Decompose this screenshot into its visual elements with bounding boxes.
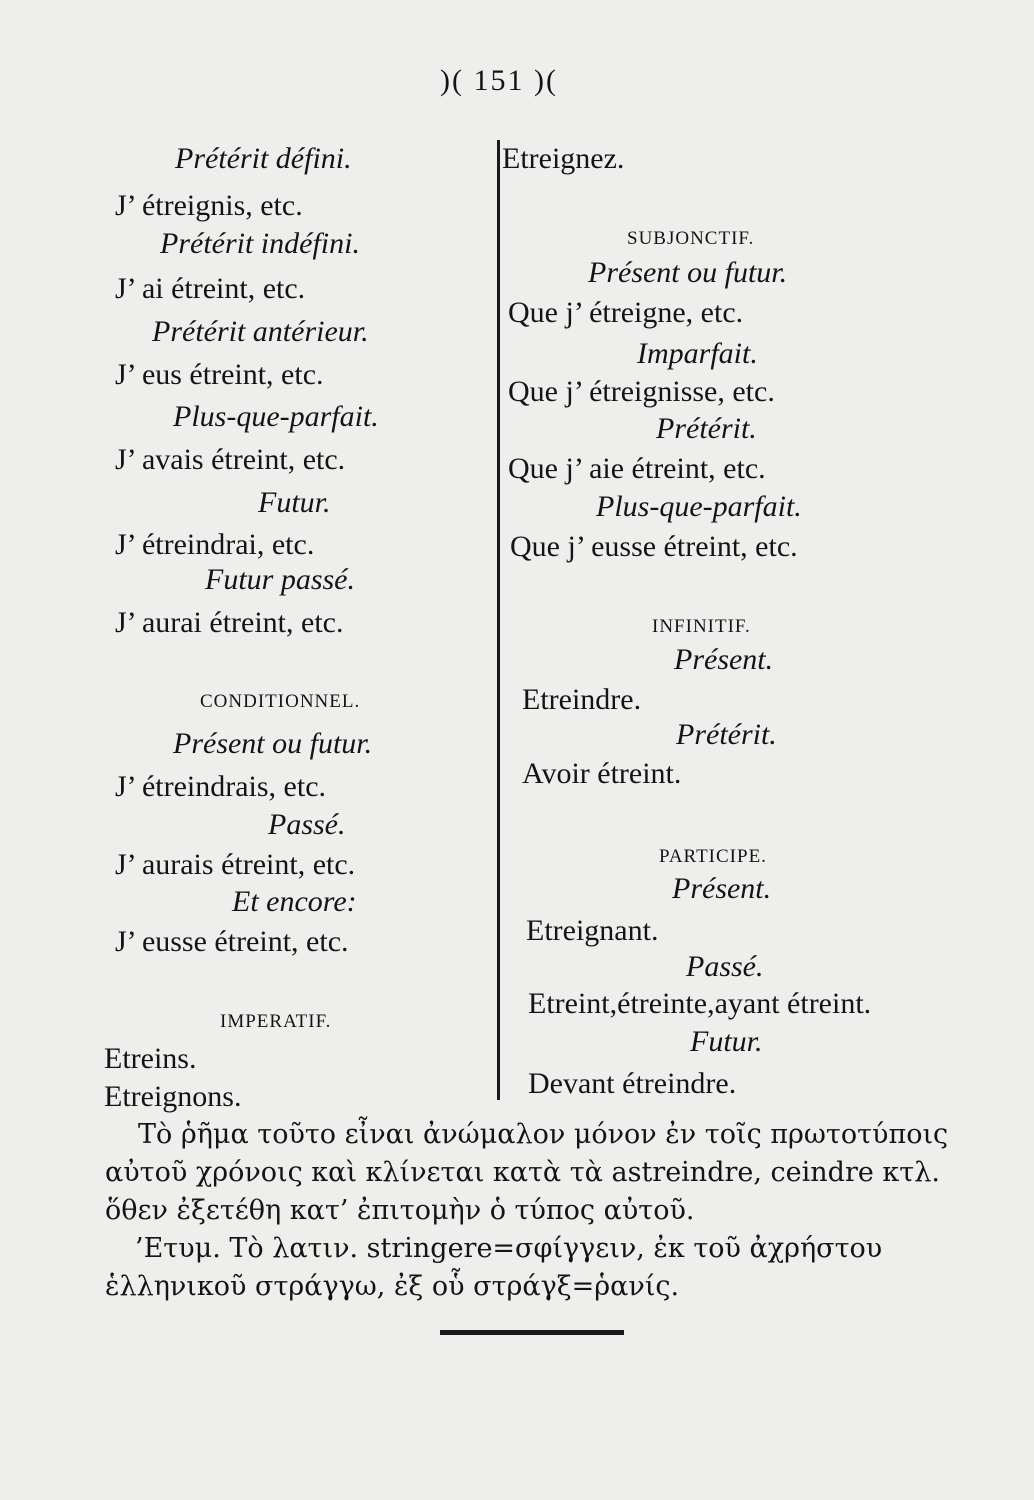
form-imparfait: Que j’ étreignisse, etc. (508, 375, 775, 408)
heading-preterit-anterieur: Prétérit antérieur. (152, 315, 369, 348)
heading-preterit-indefini: Prétérit indéfini. (160, 227, 360, 260)
heading-futur-passe: Futur passé. (205, 563, 355, 596)
heading-subj-present: Présent ou futur. (588, 256, 788, 289)
heading-et-encore: Et encore: (232, 885, 357, 918)
form-preterit-indefini: J’ ai étreint, etc. (115, 272, 306, 305)
heading-cond-present: Présent ou futur. (173, 727, 373, 760)
form-plus-que-parfait: J’ avais étreint, etc. (115, 443, 346, 476)
form-imperatif-1: Etreins. (104, 1042, 197, 1075)
note-line-1: Τὸ ῥῆμα τοῦτο εἶναι ἀνώμαλον μόνον ἐν τοῖς πρωτοτύποις (138, 1119, 949, 1150)
form-futur-passe: J’ aurai étreint, etc. (115, 606, 344, 639)
heading-futur: Futur. (258, 486, 331, 519)
note-line-2: αὐτοῦ χρόνοις καὶ κλίνεται κατὰ τὰ astreindre, ceindre κτλ. (105, 1157, 940, 1188)
heading-subj-pqp: Plus-que-parfait. (596, 490, 802, 523)
note-line-4: ’Ετυμ. Τὸ λατιν. stringere=σφίγγειν, ἐκ τοῦ ἀχρήστου (135, 1233, 883, 1264)
section-infinitif: INFINITIF. (652, 616, 751, 637)
heading-inf-preterit: Prétérit. (676, 718, 777, 751)
section-subjonctif: SUBJONCTIF. (627, 228, 755, 249)
section-participe: PARTICIPE. (659, 846, 767, 867)
form-imperatif-2: Etreignons. (104, 1080, 242, 1113)
form-subj-present: Que j’ étreigne, etc. (508, 296, 744, 329)
note-line-5: ἑλληνικοῦ στράγγω, ἐξ οὗ στράγξ=ῥανίς. (105, 1271, 680, 1302)
heading-inf-present: Présent. (674, 643, 774, 676)
section-imperatif: IMPERATIF. (220, 1011, 332, 1032)
form-part-futur: Devant étreindre. (528, 1067, 737, 1100)
form-inf-preterit: Avoir étreint. (522, 757, 682, 790)
form-part-present: Etreignant. (526, 914, 659, 947)
column-divider (497, 140, 500, 1100)
form-cond-passe: J’ aurais étreint, etc. (115, 848, 356, 881)
form-et-encore: J’ eusse étreint, etc. (115, 925, 349, 958)
heading-imparfait: Imparfait. (637, 337, 758, 370)
form-subj-preterit: Que j’ aie étreint, etc. (508, 452, 766, 485)
form-preterit-defini: J’ étreignis, etc. (115, 189, 303, 222)
heading-part-present: Présent. (672, 872, 772, 905)
heading-part-futur: Futur. (690, 1025, 763, 1058)
form-futur: J’ étreindrai, etc. (115, 528, 315, 561)
form-inf-present: Etreindre. (522, 683, 642, 716)
heading-preterit-defini: Prétérit défini. (175, 142, 352, 175)
form-cond-present: J’ étreindrais, etc. (115, 770, 327, 803)
heading-part-passe: Passé. (686, 950, 764, 983)
form-part-passe: Etreint,étreinte,ayant étreint. (528, 987, 872, 1020)
page-number: )( 151 )( (440, 64, 558, 97)
note-line-3: ὅθεν ἐξετέθη κατ’ ἐπιτομὴν ὁ τύπος αὐτοῦ. (105, 1195, 695, 1226)
heading-cond-passe: Passé. (268, 808, 346, 841)
form-imperatif-3: Etreignez. (502, 142, 625, 175)
heading-plus-que-parfait: Plus-que-parfait. (173, 400, 379, 433)
form-preterit-anterieur: J’ eus étreint, etc. (115, 358, 324, 391)
section-conditionnel: CONDITIONNEL. (200, 691, 361, 712)
heading-subj-preterit: Prétérit. (656, 412, 757, 445)
form-subj-pqp: Que j’ eusse étreint, etc. (510, 530, 798, 563)
end-rule (440, 1330, 624, 1335)
